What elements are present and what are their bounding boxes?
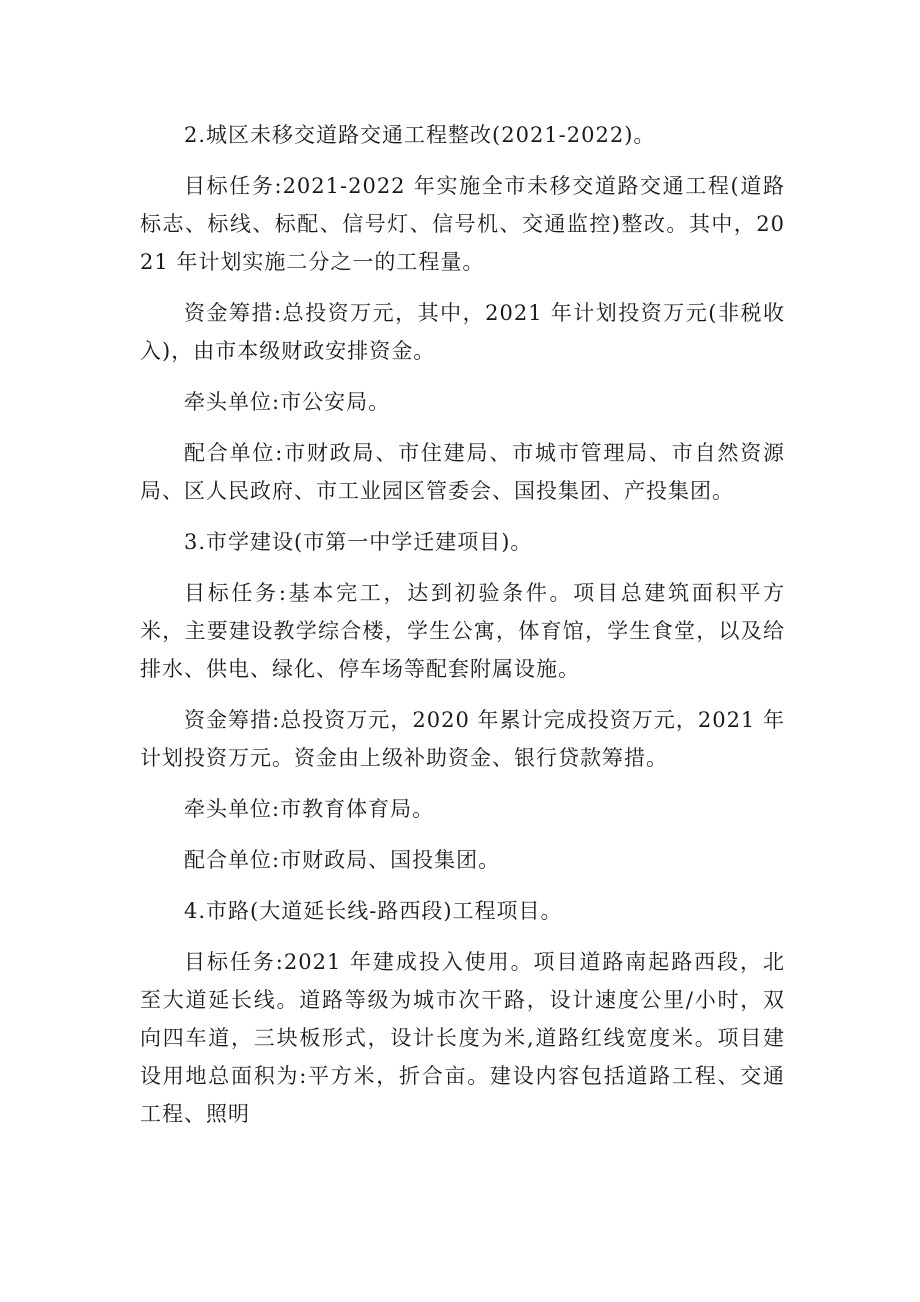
section-heading-3: 3.市学建设(市第一中学迁建项目)。	[184, 530, 533, 554]
target-task-paragraph: 目标任务:2021-2022 年实施全市未移交道路交通工程(道路标志、标线、标配、信号灯、信号机、交通监控)整改。其中，2021 年计划实施二分之一的工程量。	[140, 174, 785, 274]
document-body	[140, 116, 785, 1146]
lead-unit-paragraph: 牵头单位:市公安局。	[184, 390, 391, 414]
funding-paragraph: 资金筹措:总投资万元，其中，2021 年计划投资万元(非税收入)，由市本级财政安排资金。	[140, 301, 785, 363]
lead-unit-paragraph: 牵头单位:市教育体育局。	[184, 797, 435, 821]
target-task-paragraph: 目标任务:2021 年建成投入使用。项目道路南起路西段，北至大道延长线。道路等级为城市次干路，设计速度公里/小时，双向四车道，三块板形式，设计长度为米,道路红线宽度米。项目建设用地总面积为:平方米，折合亩。建设内容包括道路工程、交通工程、照明	[140, 950, 785, 1126]
funding-paragraph: 资金筹措:总投资万元，2020 年累计完成投资万元，2021 年计划投资万元。资金由上级补助资金、银行贷款筹措。	[140, 708, 785, 770]
cooperating-units-paragraph: 配合单位:市财政局、市住建局、市城市管理局、市自然资源局、区人民政府、市工业园区管委会、国投集团、产投集团。	[140, 441, 785, 503]
section-heading-4: 4.市路(大道延长线-路西段)工程项目。	[184, 899, 563, 923]
section-heading-2: 2.城区未移交道路交通工程整改(2021-2022)。	[184, 123, 656, 147]
cooperating-units-paragraph: 配合单位:市财政局、国投集团。	[184, 848, 501, 872]
target-task-paragraph: 目标任务:基本完工，达到初验条件。项目总建筑面积平方米，主要建设教学综合楼，学生公寓，体育馆，学生食堂，以及给排水、供电、绿化、停车场等配套附属设施。	[140, 581, 785, 681]
